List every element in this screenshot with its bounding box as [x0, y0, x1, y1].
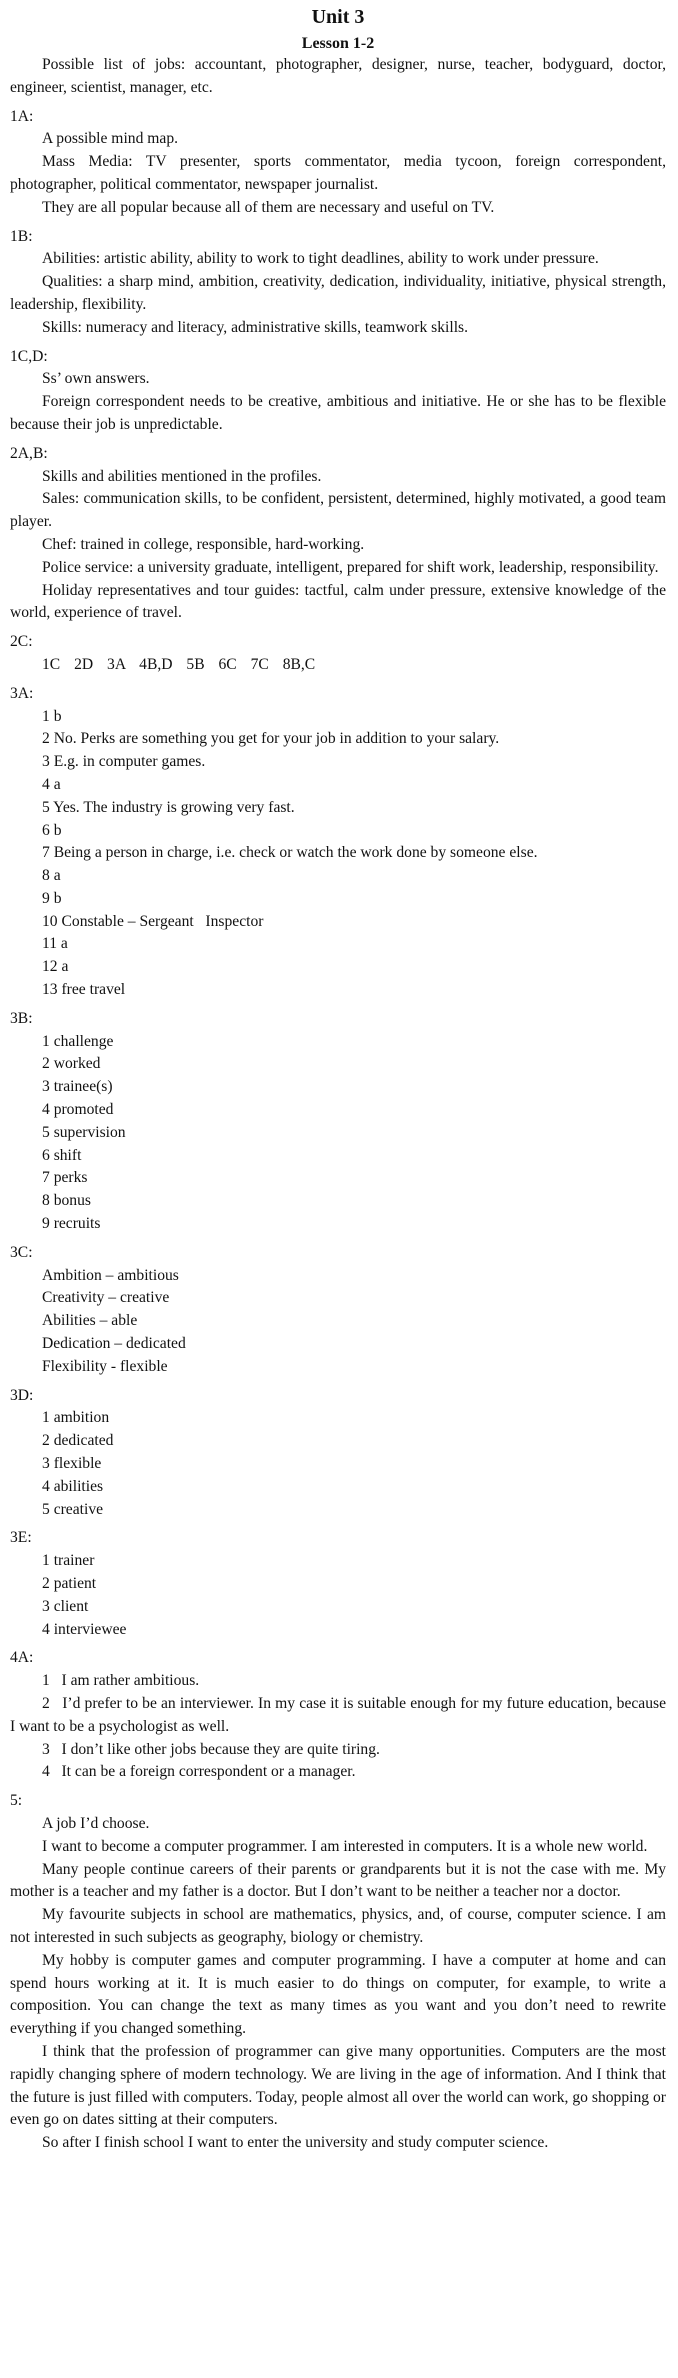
lesson-title: Lesson 1-2	[301, 35, 375, 52]
exercise-3c	[10, 1236, 666, 1379]
exercise-3d	[10, 1379, 666, 1522]
answer-item: 8 a	[42, 867, 61, 885]
essay-paragraph: My favourite subjects in school are mathematics, physics, and, of course, computer science. I am not interested in such subjects as geography, biology or chemistry.	[10, 1906, 666, 1946]
exercise-label: 3D:	[10, 1386, 34, 1404]
essay-paragraph: So after I finish school I want to enter the university and study computer science.	[42, 2134, 549, 2152]
answer-item: 3 flexible	[42, 1455, 102, 1473]
essay-paragraph: I think that the profession of programmer can give many opportunities. Computers are the most rapidly changing sphere of modern technology. We are living in the age of information. And I think that the future is just filled with computers. Today, people almost all over the world can work, go shopping or even go on dates sitting at their computers.	[10, 2042, 666, 2129]
exercise-label: 3B:	[10, 1009, 33, 1027]
answer-item: 6 shift	[42, 1146, 82, 1164]
exercise-line: Qualities: a sharp mind, ambition, creativity, dedication, individuality, initiative, physical strength, leadership, flexibility.	[10, 273, 666, 313]
exercise-label: 4A:	[10, 1649, 34, 1667]
exercise-5	[10, 1784, 666, 2155]
exercise-1a	[10, 100, 666, 220]
exercise-line: Police service: a university graduate, intelligent, prepared for shift work, leadership, responsibility.	[42, 558, 659, 576]
exercise-label: 3C:	[10, 1243, 33, 1261]
answer-item: 12 a	[42, 958, 69, 976]
exercise-line: Abilities: artistic ability, ability to work to tight deadlines, ability to work under pressure.	[42, 250, 599, 268]
answer-item: 4 abilities	[42, 1477, 104, 1495]
exercise-line: Foreign correspondent needs to be creative, ambitious and initiative. He or she has to be flexible because their job is unpredictable.	[10, 393, 666, 433]
exercise-3e	[10, 1521, 666, 1641]
exercise-label: 2C:	[10, 633, 33, 651]
essay-paragraph: Many people continue careers of their parents or grandparents but it is not the case with me. My mother is a teacher and my father is a doctor. But I don’t want to be neither a teacher nor a doctor.	[10, 1860, 666, 1901]
answer-item: 4 a	[42, 775, 61, 793]
exercise-line: A possible mind map.	[42, 130, 179, 148]
exercise-label: 5:	[10, 1792, 23, 1810]
exercise-line: Skills: numeracy and literacy, administrative skills, teamwork skills.	[42, 318, 469, 336]
exercise-line: Skills and abilities mentioned in the profiles.	[42, 467, 322, 485]
answer-item: 11 a	[42, 935, 68, 953]
exercise-2c	[10, 625, 666, 677]
intro-paragraph: Possible list of jobs: accountant, photographer, designer, nurse, teacher, bodyguard, doctor, engineer, scientist, manager, etc.	[10, 56, 666, 96]
exercise-line: Mass Media: TV presenter, sports commentator, media tycoon, foreign correspondent, photographer, political commentator, newspaper journalist.	[10, 153, 666, 193]
essay-title: A job I’d choose.	[42, 1814, 150, 1832]
answer-item: 2 I’d prefer to be an interviewer. In my case it is suitable enough for my future education, because I want to be a psychologist as well.	[10, 1694, 670, 1735]
answer-item: 1 ambition	[42, 1409, 110, 1427]
essay-paragraph: My hobby is computer games and computer programming. I have a computer at home and can spend hours working at it. It is much easier to do things on computer, for example, to write a composition. You can change the text as many times as you want and you don’t need to rewrite everything if you changed something.	[10, 1951, 666, 2038]
exercise-1cd	[10, 340, 666, 437]
answer-item: 4 promoted	[42, 1101, 114, 1119]
answer-item: 9 b	[42, 889, 62, 907]
exercise-3a	[10, 677, 666, 1002]
answer-item: 2 worked	[42, 1055, 101, 1073]
answer-item: Abilities – able	[42, 1312, 138, 1330]
answer-item: 1 I am rather ambitious.	[42, 1672, 200, 1690]
answer-item: 9 recruits	[42, 1215, 101, 1233]
answer-item: 3 client	[42, 1597, 89, 1615]
answer-item: Flexibility - flexible	[42, 1357, 168, 1375]
answer-item: 1 challenge	[42, 1032, 114, 1050]
answer-item: 2 No. Perks are something you get for your job in addition to your salary.	[42, 730, 500, 748]
exercise-line: Sales: communication skills, to be confident, persistent, determined, highly motivated, a good team player.	[10, 490, 666, 531]
exercise-3b	[10, 1002, 666, 1236]
answer-item: 3 E.g. in computer games.	[42, 753, 206, 771]
exercise-4a	[10, 1641, 670, 1784]
exercise-line: They are all popular because all of them are necessary and useful on TV.	[42, 198, 495, 216]
exercise-line: Ss’ own answers.	[42, 370, 150, 388]
exercise-label: 3A:	[10, 684, 34, 702]
exercise-line: Chef: trained in college, responsible, hard-working.	[42, 535, 365, 553]
answer-item: 7 Being a person in charge, i.e. check or watch the work done by someone else.	[42, 844, 538, 862]
answer-item: Ambition – ambitious	[42, 1266, 179, 1284]
exercise-label: 3E:	[10, 1529, 32, 1547]
answer-item: Creativity – creative	[42, 1289, 170, 1307]
unit-title: Unit 3	[311, 6, 365, 28]
answer-item: 2 dedicated	[42, 1432, 114, 1450]
answer-item: 3 I don’t like other jobs because they are quite tiring.	[42, 1740, 380, 1758]
exercise-label: 1C,D:	[10, 347, 48, 365]
answer-item: 13 free travel	[42, 981, 126, 999]
essay-paragraph: I want to become a computer programmer. I am interested in computers. It is a whole new world.	[42, 1837, 648, 1855]
answer-item: 2 patient	[42, 1575, 97, 1592]
answer-item: Dedication – dedicated	[42, 1335, 186, 1353]
answer-item: 5 creative	[42, 1500, 104, 1518]
exercise-2ab	[10, 437, 666, 625]
answer-item: 6 b	[42, 821, 62, 839]
answer-item: 5 Yes. The industry is growing very fast.	[42, 798, 295, 816]
answer-item: 8 bonus	[42, 1192, 91, 1210]
exercise-label: 2A,B:	[10, 444, 48, 462]
exercise-label: 1A:	[10, 107, 34, 125]
answer-item: 1 trainer	[42, 1552, 95, 1570]
answer-item: 7 perks	[42, 1169, 88, 1187]
exercise-line: Holiday representatives and tour guides: tactful, calm under pressure, extensive knowledge of the world, experience of travel.	[10, 581, 666, 622]
exercise-1b	[10, 220, 666, 340]
answer-item: 4 It can be a foreign correspondent or a manager.	[42, 1763, 356, 1781]
answer-item: 3 trainee(s)	[42, 1078, 113, 1096]
answer-item: 4 interviewee	[42, 1620, 127, 1638]
exercise-label: 1B:	[10, 227, 33, 245]
answer-item: 5 supervision	[42, 1123, 126, 1141]
answer-item: 1 b	[42, 707, 62, 725]
exercise-answers: 1C 2D 3A 4B,D 5B 6C 7C 8B,C	[42, 655, 316, 673]
answer-item: 10 Constable – Sergeant Inspector	[42, 912, 264, 930]
